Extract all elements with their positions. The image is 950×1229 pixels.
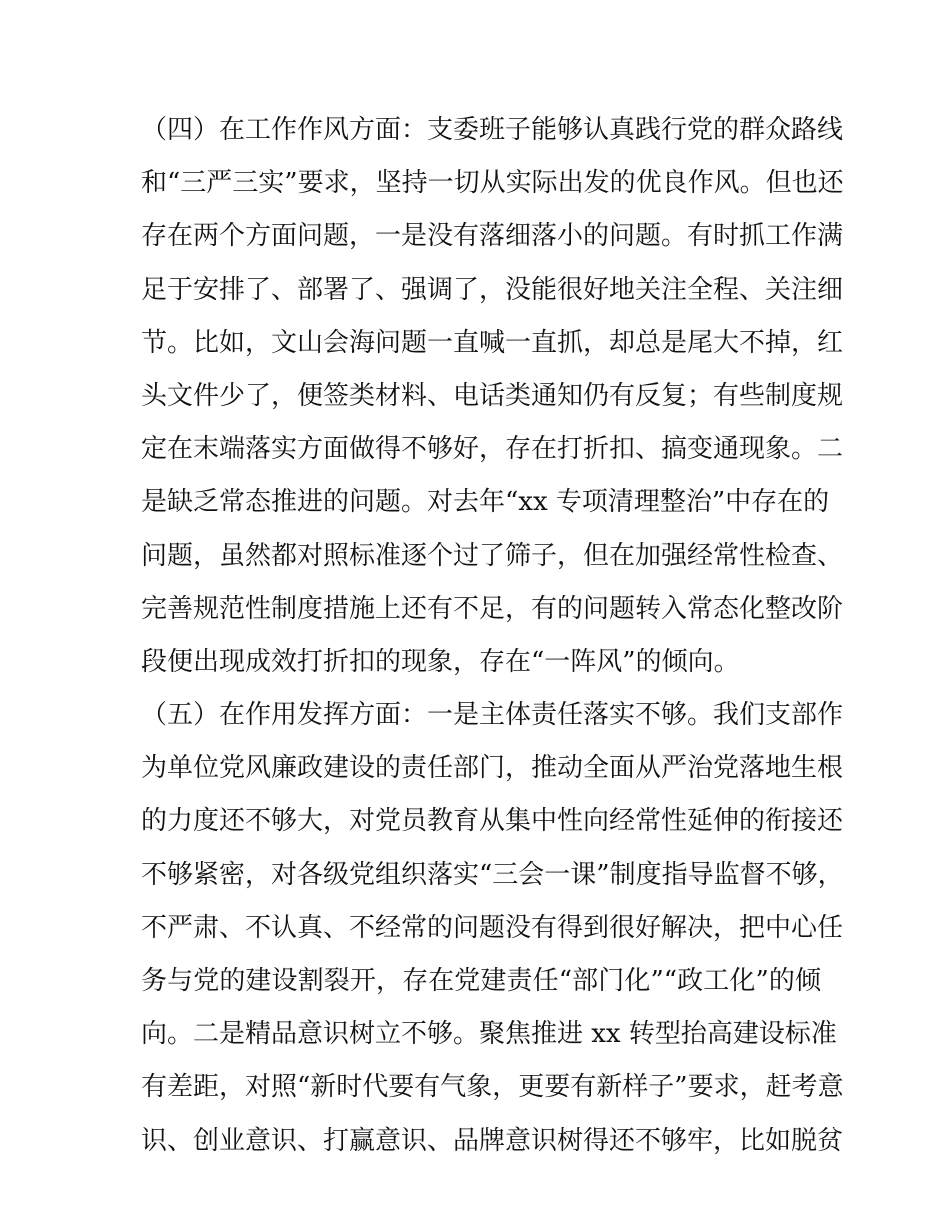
text-line: 不够紧密，对各级党组织落实“三会一课”制度指导监督不够，	[141, 859, 844, 890]
text-line: 为单位党风廉政建设的责任部门，推动全面从严治党落地生根	[141, 753, 844, 784]
text-line: 识、创业意识、打赢意识、品牌意识树得还不够牢，比如脱贫	[141, 1125, 844, 1156]
text-line: 的力度还不够大，对党员教育从集中性向经常性延伸的衔接还	[141, 806, 844, 837]
text-line: （四）在工作作风方面：支委班子能够认真践行党的群众路线	[141, 115, 844, 145]
text-line: 完善规范性制度措施上还有不足，有的问题转入常态化整改阶	[141, 593, 844, 624]
text-line: 不严肃、不认真、不经常的问题没有得到很好解决，把中心任	[141, 912, 844, 943]
text-line: 和“三严三实”要求，坚持一切从实际出发的优良作风。但也还	[141, 168, 844, 199]
text-line: 存在两个方面问题，一是没有落细落小的问题。有时抓工作满	[141, 221, 844, 252]
text-line: 节。比如，文山会海问题一直喊一直抓，却总是尾大不掉，红	[141, 327, 844, 358]
text-line: 有差距，对照“新时代要有气象，更要有新样子”要求，赶考意	[141, 1072, 844, 1103]
paragraph-role-performance	[141, 689, 844, 1168]
text-line: （五）在作用发挥方面：一是主体责任落实不够。我们支部作	[141, 700, 844, 731]
text-line: 段便出现成效打折扣的现象，存在“一阵风”的倾向。	[141, 646, 740, 677]
text-line: 足于安排了、部署了、强调了，没能很好地关注全程、关注细	[141, 274, 844, 305]
text-line: 务与党的建设割裂开，存在党建责任“部门化”“政工化”的倾	[141, 966, 821, 996]
text-line: 是缺乏常态推进的问题。对去年“xx 专项清理整治”中存在的	[141, 487, 830, 518]
document-body	[141, 104, 844, 1168]
text-line: 头文件少了，便签类材料、电话类通知仍有反复；有些制度规	[141, 380, 844, 411]
text-line: 问题，虽然都对照标准逐个过了筛子，但在加强经常性检查、	[141, 540, 844, 571]
paragraph-work-style	[141, 104, 844, 689]
text-line: 定在末端落实方面做得不够好，存在打折扣、搞变通现象。二	[141, 434, 844, 465]
text-line: 向。二是精品意识树立不够。聚焦推进 xx 转型抬高建设标准	[141, 1019, 837, 1050]
